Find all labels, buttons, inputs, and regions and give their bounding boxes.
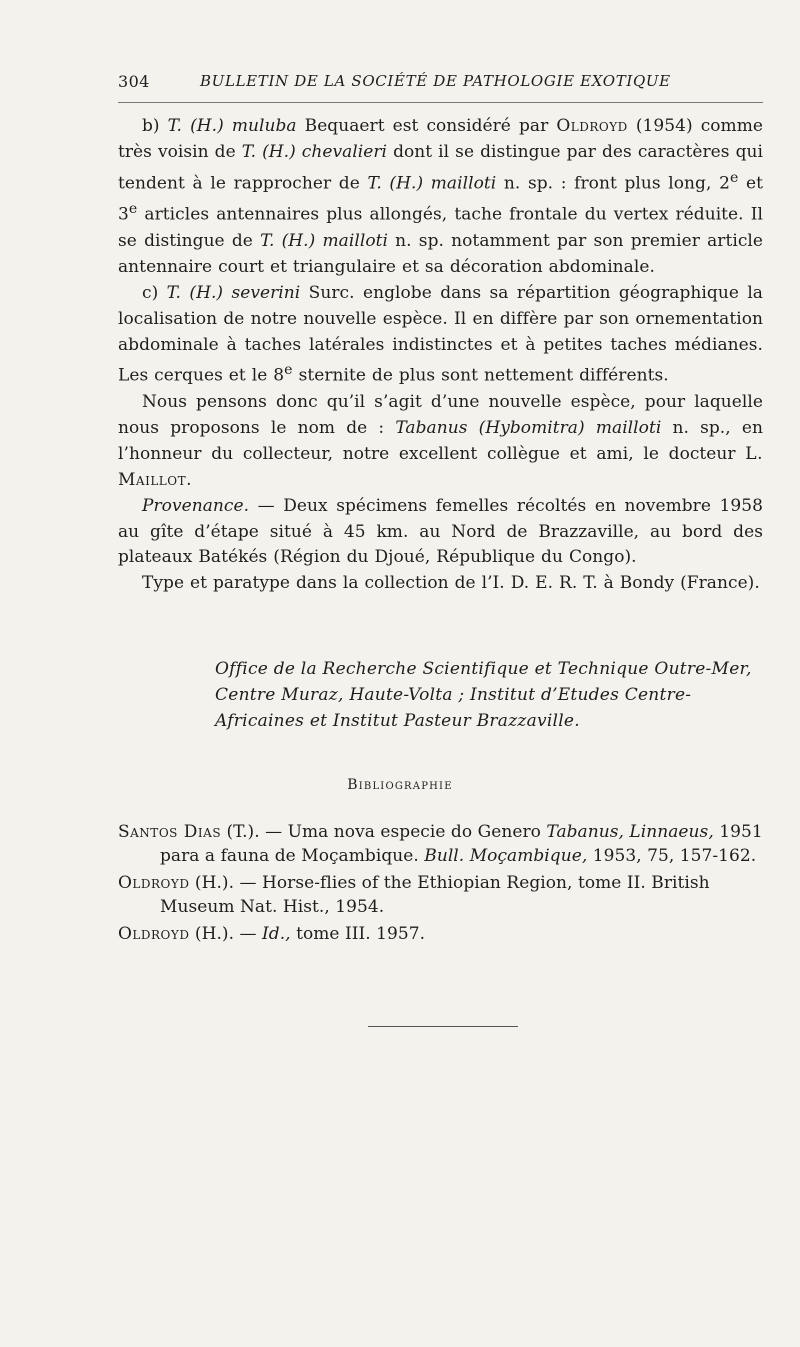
- paragraph-text: dont il se distingue par des caractères qui tendent à le rapprocher de: [118, 141, 763, 194]
- paragraph-type: [118, 571, 763, 597]
- paragraph-b: [118, 114, 763, 281]
- author-affiliation: Office de la Recherche Scientifique et Technique Outre-Mer, Centre Muraz, Haute-Volta ; Institut d’Etudes Centre-Africaines et Institut Pasteur Brazzaville.: [215, 659, 752, 731]
- bibliography-author: Oldroyd: [118, 873, 190, 894]
- superscript: e: [729, 169, 739, 186]
- bibliography-text: 1953, 75, 157-162.: [587, 845, 757, 866]
- paragraph-text: Surc. englobe dans sa répartition géographique la localisation de notre nouvelle espèce. Il en diffère par son ornementation abdominale à taches latérales indistinctes et à petites taches médianes. Les cerques et le 8: [118, 282, 763, 387]
- taxon-name: T. (H.) severini: [166, 282, 301, 303]
- paragraph-text: Type et paratype dans la collection de l’I. D. E. R. T. à Bondy (France).: [142, 573, 760, 594]
- bibliography-author: Oldroyd: [118, 924, 190, 945]
- running-header: [118, 72, 763, 103]
- bibliography-entry: [118, 821, 763, 868]
- paragraph-text: sternite de plus sont nettement différents.: [292, 366, 669, 387]
- main-content: [118, 114, 763, 597]
- paragraph-text: Nous pensons donc qu’il s’agit d’une nouvelle espèce, pour laquelle nous proposons le nom de :: [118, 392, 763, 438]
- paragraph-text: n. sp. : front plus long, 2: [496, 173, 730, 194]
- paragraph-c-label: c): [142, 282, 167, 303]
- provenance-label: Provenance.: [142, 495, 250, 516]
- paragraph-text: n. sp., en l’honneur du collecteur, notre excellent collègue et ami, le docteur: [118, 417, 763, 464]
- bibliography-italic: Id.,: [262, 924, 291, 945]
- bibliography: [118, 821, 763, 951]
- paragraph-new-species: [118, 390, 763, 494]
- superscript: e: [128, 201, 138, 218]
- bibliography-text: 1951 para a fauna de Moçambique.: [160, 822, 763, 866]
- bibliography-entry: [118, 872, 763, 919]
- bibliography-text: tome III. 1957.: [290, 924, 426, 945]
- author-name: L. Maillot: [118, 443, 763, 490]
- paragraph-text: (1954) comme très voisin de: [118, 116, 764, 162]
- running-title: BULLETIN DE LA SOCIÉTÉ DE PATHOLOGIE EXOTIQUE: [200, 72, 671, 90]
- bibliography-italic: Tabanus, Linnaeus,: [546, 822, 714, 842]
- paragraph-b-label: b): [142, 116, 168, 136]
- paragraph-text: — Deux spécimens femelles récoltés en novembre 1958 au gîte d’étape situé à 45 km. au Nord de Brazzaville, au bord des plateaux Batékés (Région du Djoué, République du Congo).: [118, 495, 763, 568]
- bibliography-italic: Bull. Moçambique,: [424, 845, 588, 866]
- taxon-name: T. (H.) chevalieri: [241, 141, 388, 162]
- bibliography-text: (H.). — Horse-flies of the Ethiopian Region, tome II. British Museum Nat. Hist., 1954.: [160, 873, 710, 917]
- page-number: 304: [118, 72, 150, 91]
- bibliography-entry: [118, 923, 763, 947]
- paragraph-c: [118, 281, 763, 390]
- bibliography-text: (H.). —: [189, 924, 263, 945]
- paragraph-provenance: [118, 494, 763, 572]
- author-name: Oldroyd: [556, 116, 628, 136]
- taxon-name: T. (H.) mailloti: [260, 230, 388, 251]
- paragraph-text: Bequaert est considéré par: [296, 116, 557, 136]
- superscript: e: [284, 362, 293, 379]
- end-rule: [368, 1026, 518, 1027]
- bibliography-title: Bibliographie: [347, 777, 453, 793]
- paragraph-text: et 3: [118, 173, 764, 226]
- taxon-name: Tabanus (Hybomitra) mailloti: [395, 417, 662, 438]
- paragraph-text: n. sp. notamment par son premier article antennaire court et triangulaire et sa décoration abdominale.: [118, 230, 763, 277]
- bibliography-author: Santos Dias: [118, 822, 222, 842]
- paragraph-text: .: [186, 469, 192, 490]
- bibliography-text: (T.). — Uma nova especie do Genero: [221, 822, 547, 842]
- taxon-name: T. (H.) mailloti: [367, 173, 497, 194]
- taxon-name: T. (H.) muluba: [167, 116, 297, 136]
- paragraph-text: articles antennaires plus allongés, tache frontale du vertex réduite. Il se distingue de: [118, 205, 763, 251]
